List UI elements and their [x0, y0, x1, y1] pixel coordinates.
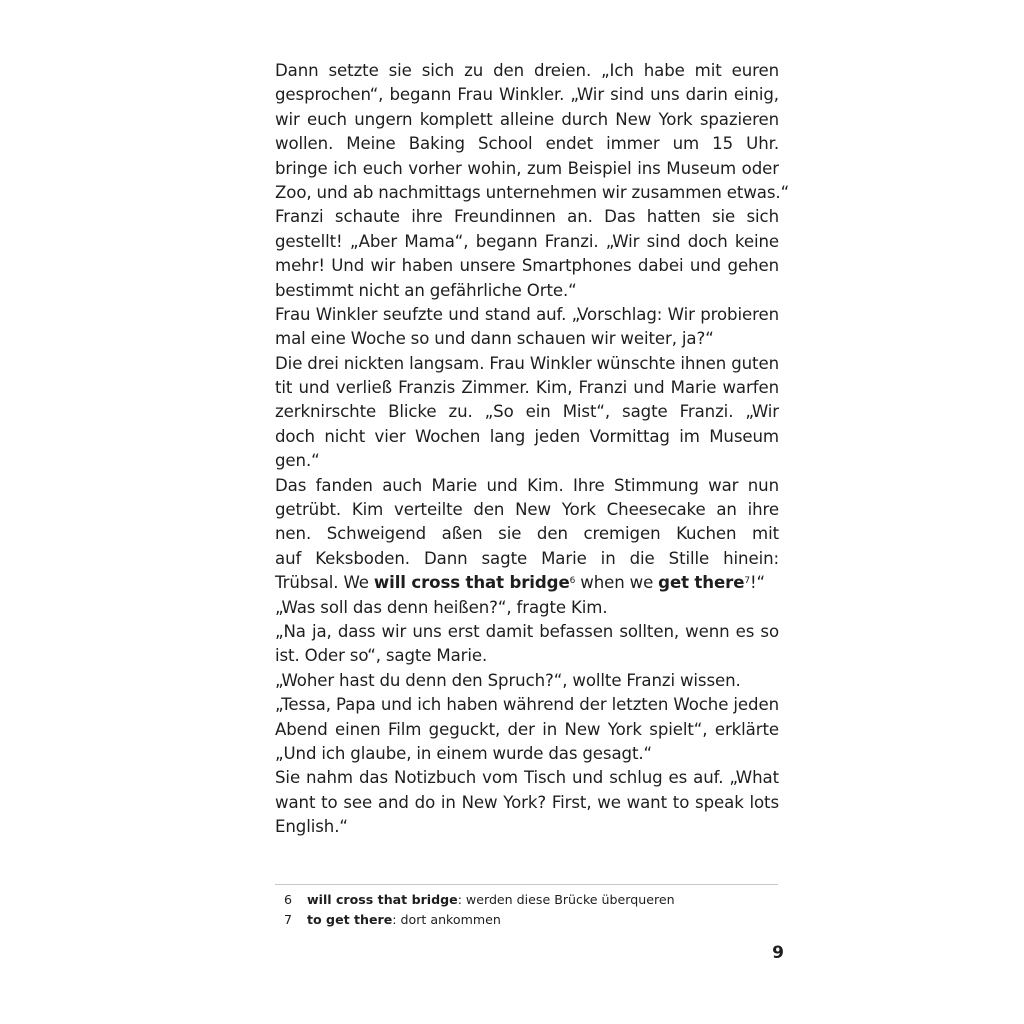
text-line: „Und ich glaube, in einem wurde das gesagt.“ [275, 743, 653, 763]
text-line: wollen. Meine Baking School endet immer um 15 Uhr. [275, 134, 779, 154]
text-line: „Was soll das denn heißen?“, fragte Kim. [275, 597, 608, 617]
footnote-text [307, 910, 501, 930]
text-line: Zoo, und ab nachmittags unternehmen wir zusammen etwas.“ [275, 182, 790, 202]
footnote-definition: : dort ankommen [392, 911, 501, 927]
text-line: Sie nahm das Notizbuch vom Tisch und schlug es auf. „What [275, 768, 779, 788]
text-line: bringe ich euch vorher wohin, zum Beispiel ins Museum oder [275, 158, 779, 178]
bold-phrase: get there [658, 573, 745, 593]
text-line: mehr! Und wir haben unsere Smartphones dabei und gehen [275, 256, 779, 276]
text-line: bestimmt nicht an gefährliche Orte.“ [275, 280, 577, 300]
text-segment: Trübsal. We [275, 573, 374, 593]
text-line: getrübt. Kim verteilte den New York Cheesecake an ihre [275, 500, 779, 520]
text-line: English.“ [275, 817, 348, 837]
text-line: gestellt! „Aber Mama“, begann Franzi. „Wir sind doch keine [275, 231, 779, 251]
footnote-item [284, 890, 778, 910]
text-line: ist. Oder so“, sagte Marie. [275, 646, 488, 666]
text-line: doch nicht vier Wochen lang jeden Vormittag im Museum [275, 426, 779, 446]
text-line: „Tessa, Papa und ich haben während der letzten Woche jeden [275, 695, 779, 715]
footnote-number: 6 [284, 892, 293, 907]
text-segment: !“ [750, 573, 766, 593]
footnote-text [307, 890, 675, 910]
text-line: gesprochen“, begann Frau Winkler. „Wir sind uns darin einig, [275, 85, 779, 105]
body-text [275, 59, 790, 840]
footnote-marker[interactable]: 6 [569, 575, 576, 586]
text-line: Die drei nickten langsam. Frau Winkler wünschte ihnen guten [275, 353, 779, 373]
text-line: „Woher hast du denn den Spruch?“, wollte Franzi wissen. [275, 670, 741, 690]
text-line: „Na ja, dass wir uns erst damit befassen sollten, wenn es so [275, 621, 779, 641]
text-line: gen.“ [275, 451, 320, 471]
text-line: auf Keksboden. Dann sagte Marie in die Stille hinein: [275, 548, 779, 568]
footnotes [284, 890, 778, 929]
text-line: tit und verließ Franzis Zimmer. Kim, Franzi und Marie warfen [275, 378, 779, 398]
text-line: zerknirschte Blicke zu. „So ein Mist“, sagte Franzi. „Wir [275, 402, 779, 422]
text-line: wir euch ungern komplett alleine durch New York spazieren [275, 109, 779, 129]
text-line [275, 571, 779, 595]
footnote-definition: : werden diese Brücke überqueren [457, 892, 675, 907]
text-line: Das fanden auch Marie und Kim. Ihre Stimmung war nun [275, 475, 779, 495]
text-line: Frau Winkler seufzte und stand auf. „Vorschlag: Wir probieren [275, 304, 779, 324]
text-line: mal eine Woche so und dann schauen wir weiter, ja?“ [275, 329, 714, 349]
page-number: 9 [772, 943, 784, 963]
footnote-marker[interactable]: 7 [744, 575, 750, 586]
text-line: Franzi schaute ihre Freundinnen an. Das hatten sie sich [275, 207, 779, 227]
text-line: Abend einen Film geguckt, der in New York spielt“, erklärte [275, 719, 779, 739]
text-line: want to see and do in New York? First, we want to speak lots [275, 792, 779, 812]
footnote-term: to get there [307, 911, 393, 927]
footnote-item [284, 910, 778, 930]
text-line: nen. Schweigend aßen sie den cremigen Kuchen mit [275, 524, 779, 544]
footnote-term: will cross that bridge [307, 892, 458, 907]
footnote-number: 7 [284, 911, 293, 927]
text-segment: when we [575, 573, 659, 593]
bold-phrase: will cross that bridge [373, 573, 570, 593]
footnote-divider [275, 884, 778, 885]
text-line: Dann setzte sie sich zu den dreien. „Ich habe mit euren [275, 61, 779, 80]
